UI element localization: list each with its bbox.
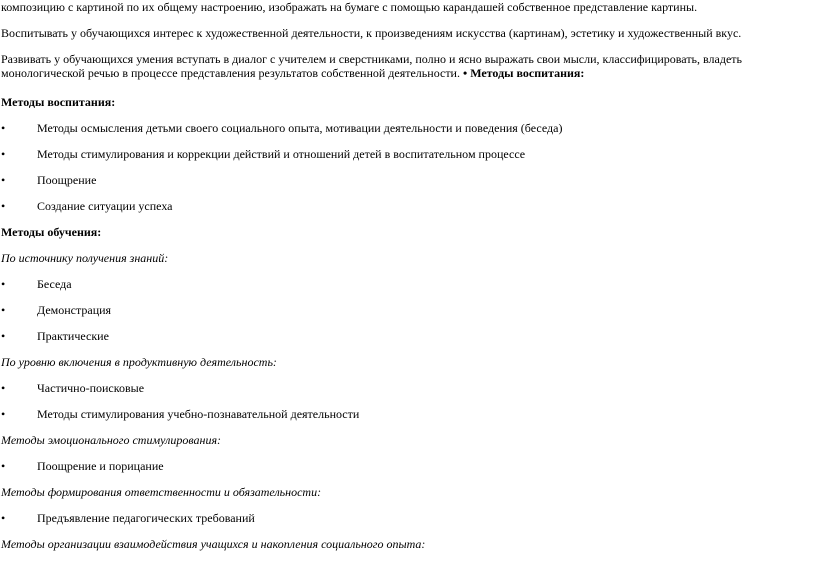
- bullet-icon: •: [1, 303, 6, 317]
- intro-paragraph-3: [1, 52, 813, 80]
- intro-line-3-text: Развивать у обучающихся умения вступать в диалог с учителем и сверстниками, полно и ясно выражать свои мысли, классифицировать, владеть монологической речью в процессе представления результатов собственной деятельности.: [1, 52, 742, 80]
- inline-heading-upbringing: Методы воспитания:: [470, 66, 585, 80]
- list-item-text: Методы стимулирования учебно-познавательной деятельности: [37, 407, 360, 421]
- bullet-icon: •: [1, 459, 6, 473]
- list-item: [1, 511, 255, 525]
- list-item: [1, 277, 72, 291]
- list-item-text: Беседа: [37, 277, 72, 291]
- bullet-icon: •: [1, 121, 6, 135]
- subheading-by-level: По уровню включения в продуктивную деятельность:: [1, 355, 277, 369]
- subheading-by-source: По источнику получения знаний:: [1, 251, 169, 265]
- subheading-interaction: Методы организации взаимодействия учащихся и накопления социального опыта:: [1, 537, 426, 551]
- list-item: [1, 381, 144, 395]
- subheading-responsibility: Методы формирования ответственности и обязательности:: [1, 485, 322, 499]
- list-item-text: Методы стимулирования и коррекции действий и отношений детей в воспитательном процессе: [37, 147, 526, 161]
- list-item: [1, 199, 172, 213]
- bullet-icon: •: [1, 511, 6, 525]
- intro-line-2: Воспитывать у обучающихся интерес к художественной деятельности, к произведениям искусства (картинам), эстетику и художественный вкус.: [1, 26, 742, 40]
- list-item-text: Поощрение и порицание: [37, 459, 164, 473]
- list-item: [1, 303, 111, 317]
- list-item: [1, 329, 109, 343]
- bullet-icon: •: [1, 381, 6, 395]
- bullet-icon: •: [1, 147, 6, 161]
- bullet-icon: •: [1, 199, 6, 213]
- list-item-text: Демонстрация: [37, 303, 112, 317]
- list-item-text: Практические: [37, 329, 109, 343]
- list-item: [1, 147, 525, 161]
- bullet-icon: •: [1, 173, 6, 187]
- heading-teaching-methods: Методы обучения:: [1, 225, 102, 239]
- list-item-text: Предъявление педагогических требований: [37, 511, 255, 525]
- list-item: [1, 121, 562, 135]
- list-item: [1, 173, 96, 187]
- bullet-icon: •: [1, 277, 6, 291]
- heading-upbringing-methods: Методы воспитания:: [1, 95, 116, 109]
- subheading-emotional: Методы эмоционального стимулирования:: [1, 433, 222, 447]
- list-item-text: Методы осмысления детьми своего социального опыта, мотивации деятельности и поведения (беседа): [37, 121, 563, 135]
- list-item: [1, 407, 359, 421]
- list-item-text: Создание ситуации успеха: [37, 199, 173, 213]
- intro-line-1: композицию с картиной по их общему настроению, изображать на бумаге с помощью карандашей собственное представление картины.: [1, 0, 698, 14]
- inline-bullet: •: [462, 66, 468, 80]
- bullet-icon: •: [1, 329, 6, 343]
- bullet-icon: •: [1, 407, 6, 421]
- list-item-text: Частично-поисковые: [37, 381, 145, 395]
- list-item-text: Поощрение: [37, 173, 97, 187]
- list-item: [1, 459, 164, 473]
